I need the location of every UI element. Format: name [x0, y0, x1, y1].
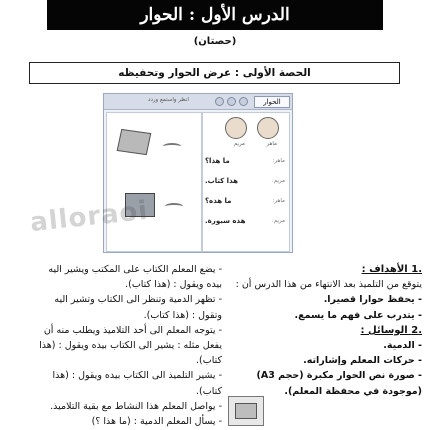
dialogue-line: مريم: هذا كتاب. — [205, 177, 285, 185]
procedure-line: يفعل مثله : يشير الى الكتاب بيده ويقول : (هذا — [39, 340, 222, 352]
avatar-label: ماهر — [266, 141, 277, 147]
objectives-heading: .1 الأهداف : — [361, 264, 422, 275]
bird-icon — [163, 143, 181, 150]
objective-item: - يتدرب على فهم ما يسمع. — [294, 309, 422, 321]
procedure-line: - يضع المعلم الكتاب على المكتب ويشير اليه — [48, 264, 222, 275]
illustration-panel — [106, 112, 202, 252]
material-note: (موجودة في محفظة المعلم). — [284, 385, 422, 397]
maher-avatar — [257, 117, 279, 139]
procedure-line: - يسأل المعلم الدمية : (ما هذا ؟) — [91, 416, 222, 428]
objective-item: - يحفظ حوارا قصيرا. — [323, 294, 422, 306]
dialogue-line: مريم: هذه سبورة. — [205, 217, 285, 225]
lesson-duration: (حصتان) — [193, 36, 237, 47]
materials-heading: .2 الوسائل : — [360, 324, 422, 336]
screenshot-toolbar — [104, 94, 292, 110]
maryam-avatar — [225, 117, 247, 139]
poster-image — [235, 403, 257, 419]
objectives-intro: يتوقع من التلميذ بعد الانتهاء من هذا الدرس أن : — [235, 279, 422, 291]
dialogue-tab[interactable]: الحوار — [254, 96, 290, 108]
procedure-line: - يواصل المعلم هذا النشاط مع بقية التلاميذ. — [50, 400, 222, 412]
dialogue-panel — [202, 112, 290, 252]
procedure-line: - يشير التلميذ الى الكتاب بيده ويقول : (هذا — [52, 370, 222, 382]
procedure-line: وتقول : (هذا كتاب). — [143, 309, 222, 321]
software-screenshot — [103, 93, 293, 253]
lesson-title: الدرس الأول : الحوار — [47, 0, 383, 30]
material-item: - صورة نص الحوار مكبرة (حجم A3) — [256, 370, 422, 382]
speaker-icon[interactable] — [239, 97, 248, 106]
instruction-hint: انظر واستمع وردد — [148, 97, 189, 103]
procedure-line: كتاب). — [196, 355, 222, 367]
dialogue-line: ماهر: ما هذا؟ — [205, 157, 285, 165]
eye-icon[interactable] — [227, 97, 236, 106]
procedure-line: - تظهر الدمية وتنظر الى الكتاب وتشير اليه — [54, 294, 222, 306]
a3-poster-thumbnail — [228, 396, 264, 426]
procedure-line: - يتوجه المعلم الى أحد التلاميذ ويطلب منه أن — [43, 324, 222, 336]
material-item: - حركات المعلم وإشاراته. — [303, 355, 422, 367]
bird-icon — [165, 203, 183, 210]
mouth-icon[interactable] — [215, 97, 224, 106]
book-image — [117, 129, 152, 155]
dialogue-line: ماهر: ما هذه؟ — [205, 197, 285, 205]
procedure-line: بيده ويقول : (هذا كتاب). — [125, 279, 222, 291]
material-item: - الدمية. — [383, 340, 422, 352]
procedure-line: كتاب). — [196, 385, 222, 397]
watermark: alloraoi — [28, 195, 150, 239]
objectives-column — [236, 262, 422, 399]
session-heading: الحصة الأولى : عرض الحوار وتحفيظه — [29, 62, 400, 84]
procedure-column — [8, 262, 222, 429]
avatar-label: مريم — [233, 141, 245, 147]
